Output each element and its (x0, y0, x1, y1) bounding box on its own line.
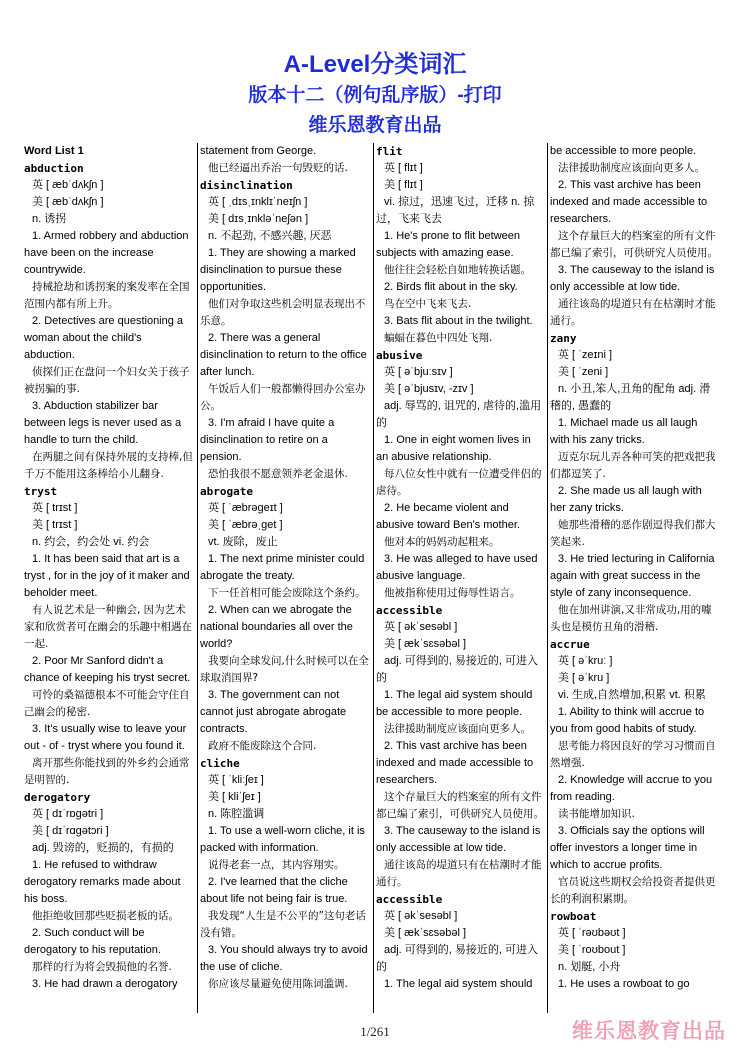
example-sentence: 3. He was alleged to have used abusive language. (376, 553, 538, 582)
definition: n. 约会，约会处 vi. 约会 (32, 536, 150, 548)
phonetic: 英 [ ˈzeɪni ] (558, 349, 613, 361)
example-translation: 他对本的妈妈动起粗来。 (384, 536, 500, 548)
definition: n. 不起劲, 不感兴趣, 厌恶 (208, 230, 332, 242)
example-translation: 她那些滑稽的恶作剧逗得我们都大笑起来. (550, 519, 716, 548)
headword: tryst (24, 485, 58, 498)
example-sentence: 3. The causeway to the island is only accessible at low tide. (550, 264, 715, 293)
example-sentence: 3. I'm afraid I have quite a disinclination to retire on a pension. (200, 417, 335, 463)
example-sentence: 2. Such conduct will be derogatory to his reputation. (24, 927, 161, 956)
definition: n. 诱拐 (32, 213, 67, 225)
example-sentence: 3. The causeway to the island is only accessible at low tide. (376, 825, 541, 854)
document-title: A-Level分类词汇 (283, 51, 467, 78)
page-number: 1/261 (360, 1024, 390, 1039)
example-translation: 这个存量巨大的档案室的所有文件都已编了索引，可供研究人员使用。 (376, 791, 544, 820)
example-translation: 蝙蝠在暮色中四处飞翔. (384, 332, 493, 344)
phonetic: 英 [ ˈrəʊbəʊt ] (558, 927, 626, 939)
definition: adj. 可得到的, 易接近的, 可进入的 (376, 655, 539, 684)
headword: cliche (200, 757, 240, 770)
example-sentence: 2. This vast archive has been indexed and made accessible to researchers. (550, 179, 708, 225)
headword: derogatory (24, 791, 91, 804)
phonetic: 美 [ flɪt ] (384, 179, 423, 191)
example-translation: 这个存量巨大的档案室的所有文件都已编了索引，可供研究人员使用。 (550, 230, 718, 259)
vocab-column-2 (200, 143, 372, 1013)
phonetic: 英 [ əˈbjuːsɪv ] (384, 366, 453, 378)
example-sentence: 3. You should always try to avoid the use of cliche. (200, 944, 368, 973)
column-divider (373, 143, 374, 1013)
example-translation: 持械抢劫和诱拐案的案发率在全国范围内都有所上升。 (24, 281, 190, 310)
column-divider (197, 143, 198, 1013)
vocab-column-4 (550, 143, 718, 1013)
example-translation: 侦探们正在盘问一个妇女关于孩子被拐骗的事. (24, 366, 190, 395)
phonetic: 英 [ əkˈsesəbl ] (384, 910, 458, 922)
example-sentence: 2. Knowledge will accrue to you from reading. (550, 774, 713, 803)
example-sentence: 2. Birds flit about in the sky. (384, 281, 518, 293)
phonetic: 美 [ ˈroʊbout ] (558, 944, 626, 956)
definition: n. 划艇, 小舟 (558, 961, 621, 973)
phonetic: 美 [ ˈzeni ] (558, 366, 609, 378)
phonetic: 美 [ ækˈsɛsəbəl ] (384, 638, 467, 650)
example-sentence: 1. One in eight women lives in an abusive relationship. (376, 434, 531, 463)
example-translation: 思考能力将因良好的学习习惯而自然增强. (550, 740, 716, 769)
example-sentence: 2. She made us all laugh with her zany tricks. (550, 485, 702, 514)
example-sentence: 1. The legal aid system should be accessible to more people. (376, 689, 533, 718)
example-translation: 在两腿之间有保持外展的支持棒,但千万不能用这条棒给小儿翻身. (24, 451, 193, 480)
example-translation: 有人说艺术是一种幽会, 因为艺术家和欣赏者可在幽会的乐趣中相遇在一起. (24, 604, 192, 650)
example-translation: 他往往会轻松自如地转换话题。 (384, 264, 531, 276)
example-translation: 我发现“人生是不公平的”这句老话没有错。 (200, 910, 366, 939)
definition: vi. 生成,自然增加,积累 vt. 积累 (558, 689, 706, 701)
example-translation: 读书能增加知识. (558, 808, 635, 820)
example-translation: 迈克尔玩儿弄各种可笑的把戏把我们都逗笑了. (550, 451, 716, 480)
phonetic: 英 [ æbˈdʌkʃn ] (32, 179, 104, 191)
example-sentence: 2. There was a general disinclination to return to the office after lunch. (200, 332, 367, 378)
example-sentence: 1. It has been said that art is a tryst , for in the joy of it maker and beholder meet. (24, 553, 190, 599)
phonetic: 英 [ ˈkliːʃeɪ ] (208, 774, 264, 786)
example-sentence: 3. He had drawn a derogatory (32, 978, 178, 990)
example-sentence: 3. Bats flit about in the twilight. (384, 315, 533, 327)
phonetic: 美 [ trɪst ] (32, 519, 78, 531)
example-sentence: 3. It's usually wise to leave your out - of - tryst where you found it. (24, 723, 187, 752)
example-sentence: 3. Abduction stabilizer bar between legs is never used as a handle to turn the child. (24, 400, 182, 446)
example-translation: 他已经逼出乔治一句毁贬的话. (208, 162, 348, 174)
example-translation: 法律援助制度应该面向更多人。 (558, 162, 705, 174)
example-translation: 他拒绝收回那些贬损老板的话。 (32, 910, 179, 922)
example-sentence: 1. He refused to withdraw derogatory remarks made about his boss. (24, 859, 181, 905)
example-sentence: 2. When can we abrogate the national boundaries all over the world? (200, 604, 353, 650)
headword: accrue (550, 638, 590, 651)
headword: accessible (376, 604, 443, 617)
headword: rowboat (550, 910, 597, 923)
example-translation: 说得老套一点，其内容翔实。 (208, 859, 345, 871)
example-translation: 可怜的桑福德根本不可能会守住自己幽会的秘密. (24, 689, 190, 718)
phonetic: 美 [ ækˈsɛsəbəl ] (384, 927, 467, 939)
example-translation: 他被指称使用过侮辱性语言。 (384, 587, 521, 599)
example-translation: 我要向全球发问,什么时候可以在全球取消国界? (200, 655, 369, 684)
vocab-column-1 (24, 143, 194, 1013)
example-sentence: 3. Officials say the options will offer investors a longer time in which to accrue profits. (550, 825, 705, 871)
phonetic: 美 [ əˈkru ] (558, 672, 610, 684)
word-list-heading: Word List 1 (24, 145, 84, 157)
phonetic: 美 [ dɪˈrɑɡətɔri ] (32, 825, 109, 837)
example-translation: 他在加州讲演,又非常成功,用的噱头也是模仿丑角的滑稽. (550, 604, 712, 633)
phonetic: 英 [ trɪst ] (32, 502, 78, 514)
example-sentence: 3. The government can not cannot just abrogate abrogate contracts. (200, 689, 347, 735)
phonetic: 美 [ dɪsˌɪnkləˈneʃən ] (208, 213, 309, 225)
example-translation: 每八位女性中就有一位遭受伴侣的虐待。 (376, 468, 542, 497)
example-sentence: 1. The next prime minister could abrogate the treaty. (200, 553, 365, 582)
example-sentence: 1. He uses a rowboat to go (558, 978, 690, 990)
example-sentence: 2. This vast archive has been indexed and made accessible to researchers. (376, 740, 534, 786)
headword: abusive (376, 349, 423, 362)
definition: adj. 可得到的, 易接近的, 可进入的 (376, 944, 539, 973)
example-translation: 法律援助制度应该面向更多人。 (384, 723, 531, 735)
phonetic: 美 [ əˈbjusɪv, -zɪv ] (384, 383, 474, 395)
definition: adj. 毁谤的，贬损的，有损的 (32, 842, 174, 854)
example-sentence: 1. Michael made us all laugh with his zany tricks. (550, 417, 698, 446)
definition: n. 小丑,笨人,丑角的配角 adj. 滑稽的, 愚蠢的 (550, 383, 711, 412)
phonetic: 英 [ dɪˈrɒɡətri ] (32, 808, 104, 820)
headword: flit (376, 145, 403, 158)
example-sentence: 1. Armed robbery and abduction have been on the increase countrywide. (24, 230, 189, 276)
phonetic: 英 [ əˈkruː ] (558, 655, 613, 667)
headword: abrogate (200, 485, 253, 498)
definition: n. 陈腔滥调 (208, 808, 265, 820)
example-translation: 离开那些你能找到的外乡约会通常是明智的. (24, 757, 190, 786)
headword: zany (550, 332, 577, 345)
example-sentence: 1. To use a well-worn cliche, it is packed with information. (200, 825, 365, 854)
example-translation: 通往该岛的堤道只有在枯潮时才能通行。 (550, 298, 716, 327)
example-sentence: 3. He tried lecturing in California again with great success in the style of zany inconsequence. (550, 553, 715, 599)
example-translation: 政府不能废除这个合同. (208, 740, 317, 752)
definition: vt. 废除，废止 (208, 536, 278, 548)
publisher-line: 维乐恩教育出品 (308, 115, 442, 136)
phonetic: 英 [ ˈæbrəɡeɪt ] (208, 502, 283, 514)
example-sentence: 1. The legal aid system should (384, 978, 533, 990)
example-sentence: 2. I've learned that the cliche about life not being fair is true. (200, 876, 348, 905)
example-sentence: 1. Ability to think will accrue to you from good habits of study. (550, 706, 705, 735)
example-translation: 午饭后人们一般都懒得回办公室办公。 (200, 383, 366, 412)
phonetic: 美 [ ˈæbrəˌɡet ] (208, 519, 283, 531)
definition: vi. 掠过，迅速飞过，迁移 n. 掠过，飞来飞去 (376, 196, 535, 225)
headword: abduction (24, 162, 84, 175)
example-sentence: 1. He's prone to flit between subjects with amazing ease. (376, 230, 521, 259)
example-translation: 官员说这些期权会给投资者提供更长的利润积累期。 (550, 876, 716, 905)
example-continuation: be accessible to more people. (550, 145, 697, 157)
watermark-logo: 维乐恩教育出品 (572, 1019, 726, 1043)
example-sentence: 2. He became violent and abusive toward Ben's mother. (376, 502, 520, 531)
example-translation: 鸟在空中飞来飞去. (384, 298, 472, 310)
phonetic: 英 [ flɪt ] (384, 162, 423, 174)
phonetic: 美 [ æbˈdʌkʃn ] (32, 196, 104, 208)
column-divider (547, 143, 548, 1013)
example-translation: 你应该尽量避免使用陈词滥调. (208, 978, 348, 990)
example-sentence: 2. Detectives are questioning a woman about the child's abduction. (24, 315, 184, 361)
example-sentence: 1. They are showing a marked disinclination to pursue these opportunities. (200, 247, 356, 293)
phonetic: 英 [ əkˈsesəbl ] (384, 621, 458, 633)
definition: adj. 辱骂的, 诅咒的, 虐待的,滥用的 (376, 400, 542, 429)
headword: disinclination (200, 179, 293, 192)
headword: accessible (376, 893, 443, 906)
phonetic: 英 [ ˌdɪsˌɪnklɪˈneɪʃn ] (208, 196, 308, 208)
example-sentence: 2. Poor Mr Sanford didn't a chance of keeping his tryst secret. (24, 655, 191, 684)
example-continuation: statement from George. (200, 145, 317, 157)
example-translation: 下一任首相可能会废除这个条约。 (208, 587, 366, 599)
example-translation: 他们对争取这些机会明显表现出不乐意。 (200, 298, 366, 327)
vocab-column-3 (376, 143, 544, 1013)
phonetic: 美 [ kliˈʃeɪ ] (208, 791, 261, 803)
document-subtitle: 版本十二（例句乱序版）-打印 (248, 85, 502, 106)
example-translation: 恐怕我很不愿意领养老金退休. (208, 468, 348, 480)
example-translation: 通往该岛的堤道只有在枯潮时才能通行。 (376, 859, 542, 888)
example-translation: 那样的行为将会毁损他的名誉. (32, 961, 172, 973)
